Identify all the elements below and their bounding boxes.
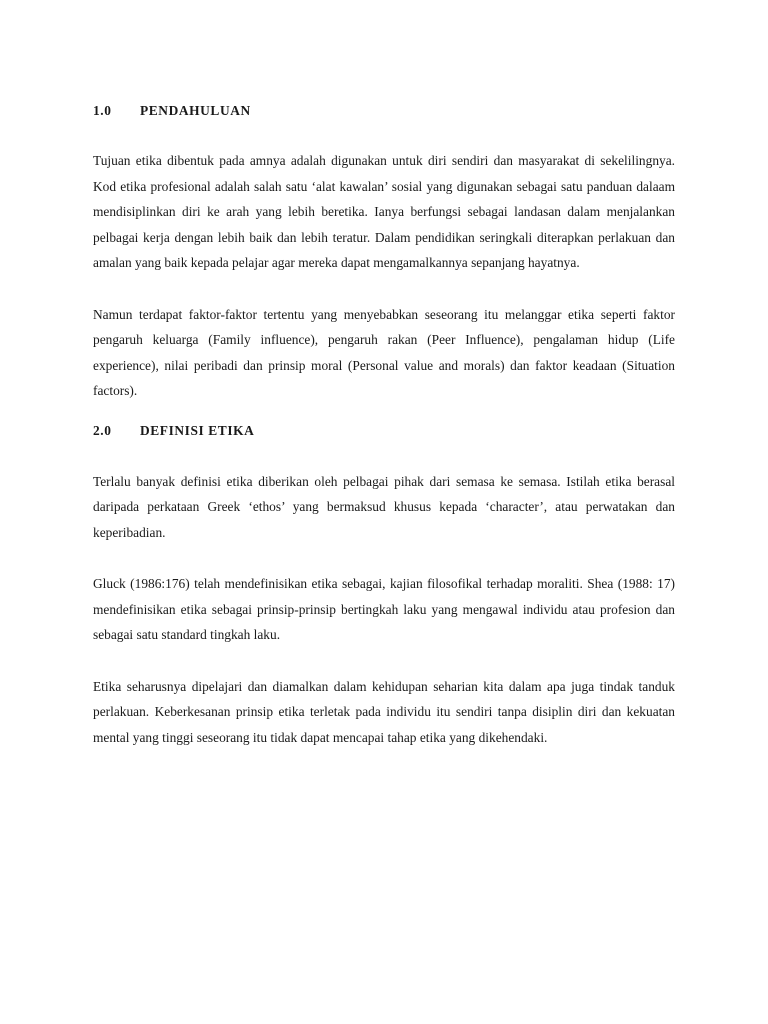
section-title: DEFINISI ETIKA: [140, 422, 255, 438]
section-heading-pendahuluan: [93, 98, 675, 123]
section-number: 2.0: [93, 422, 112, 438]
section-number: 1.0: [93, 103, 112, 118]
paragraph: Namun terdapat faktor-faktor tertentu yang menyebabkan seseorang itu melanggar etika seperti faktor pengaruh keluarga (Family influence), pengaruh rakan (Peer Influence), pengalaman hidup (Life experience), nilai peribadi dan prinsip moral (Personal value and morals) dan faktor keadaan (Situation factors).: [93, 306, 675, 398]
paragraph: Tujuan etika dibentuk pada amnya adalah digunakan untuk diri sendiri dan masyarakat di sekelilingnya. Kod etika profesional adalah salah satu ‘alat kawalan’ sosial yang digunakan sebagai satu panduan dalaam mendisiplinkan diri ke arah yang lebih beretika. Ianya berfungsi sebagai landasan dalam menjalankan pelbagai kerja dengan lebih baik dan lebih teratur. Dalam pendidikan seringkali diterapkan perlakuan dan amalan yang baik kepada pelajar agar mereka dapat mengamalkannya sepanjang hayatnya.: [93, 153, 675, 270]
paragraph: Etika seharusnya dipelajari dan diamalkan dalam kehidupan seharian kita dalam apa juga tindak tanduk perlakuan. Keberkesanan prinsip etika terletak pada individu itu sendiri tanpa disiplin diri dan kekuatan mental yang tinggi seseorang itu tidak dapat mencapai tahap etika yang dikehendaki.: [93, 678, 675, 745]
paragraph: Gluck (1986:176) telah mendefinisikan etika sebagai, kajian filosofikal terhadap moraliti. Shea (1988: 17) mendefinisikan etika sebagai prinsip-prinsip bertingkah laku yang mengawal individu atau profesion dan sebagai satu standard tingkah laku.: [93, 576, 675, 642]
section-title: PENDAHULUAN: [140, 103, 251, 118]
section-heading-definisi-etika: [93, 418, 675, 443]
paragraph: Terlalu banyak definisi etika diberikan oleh pelbagai pihak dari semasa ke semasa. Istilah etika berasal daripada perkataan Greek ‘ethos’ yang bermaksud khusus kepada ‘character’, atau perwatakan dan keperibadian.: [93, 473, 675, 540]
document-body: [93, 98, 675, 750]
